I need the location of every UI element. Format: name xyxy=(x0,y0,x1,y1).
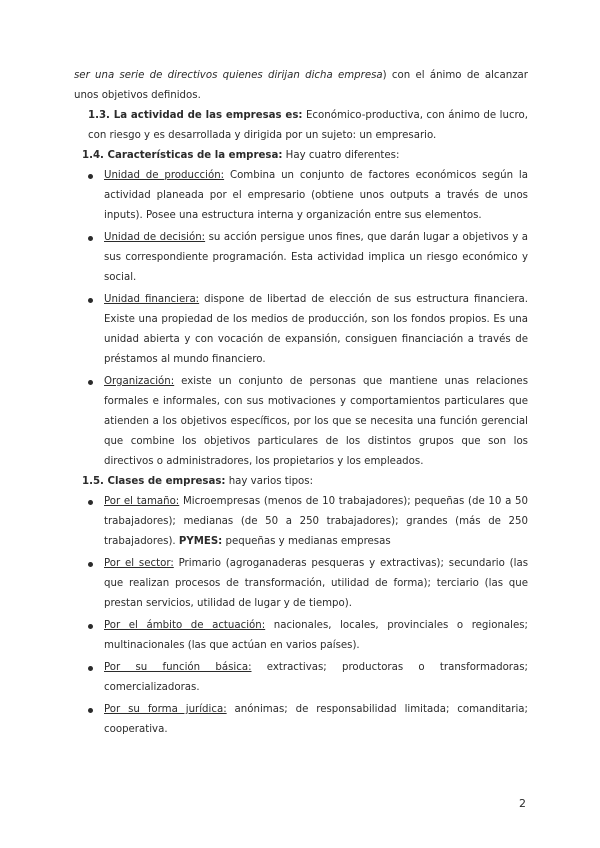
item-text: Primario (agroganaderas pesqueras y extractivas); secundario (las que realizan procesos de transformación, utilidad de forma); terciario (las que prestan servicios, utilidad de lugar y de tiempo). xyxy=(104,558,528,609)
page-number: 2 xyxy=(519,797,526,810)
section-1-3 xyxy=(74,106,528,146)
section-1-4 xyxy=(74,146,528,166)
item-text: existe un conjunto de personas que mantiene unas relaciones formales e informales, con sus motivaciones y comportamientos particulares que atienden a los objetivos específicos, por los que se necesita una función gerencial que combine los objetivos particulares de los distintos grupos que son los directivos o administradores, los propietarios y los empleados. xyxy=(104,376,528,467)
bullet-icon xyxy=(88,708,93,713)
classes-list xyxy=(74,492,528,740)
document-page xyxy=(74,66,528,740)
list-item xyxy=(74,372,528,472)
bullet-icon xyxy=(88,298,93,303)
item-text: Combina un conjunto de factores económicos según la actividad planeada por el empresario (obtiene unos outputs a través de unos inputs). Posee una estructura interna y organización entre sus elementos. xyxy=(104,170,529,221)
section-1-5-text: hay varios tipos: xyxy=(225,476,314,487)
bullet-icon xyxy=(88,666,93,671)
characteristics-list xyxy=(74,166,528,472)
list-item xyxy=(74,700,528,740)
section-1-5-heading: 1.5. Clases de empresas: xyxy=(82,476,226,487)
item-term: Unidad de producción: xyxy=(104,170,225,181)
pymes-label: PYMES: xyxy=(178,536,223,547)
bullet-icon xyxy=(88,174,93,179)
section-1-4-heading: 1.4. Características de la empresa: xyxy=(82,150,283,161)
list-item xyxy=(74,228,528,288)
bullet-icon xyxy=(88,624,93,629)
item-text: su acción persigue unos fines, que darán lugar a objetivos y a sus correspondiente programación. Esta actividad implica un riesgo económico y social. xyxy=(104,232,528,283)
item-term: Por su forma jurídica: xyxy=(104,704,227,715)
section-1-3-heading: 1.3. La actividad de las empresas es: xyxy=(88,110,303,121)
bullet-icon xyxy=(88,236,93,241)
list-item xyxy=(74,616,528,656)
list-item xyxy=(74,492,528,552)
item-term: Por el sector: xyxy=(104,558,174,569)
bullet-icon xyxy=(88,500,93,505)
list-item xyxy=(74,658,528,698)
intro-italic: ser una serie de directivos quienes dirijan dicha empresa xyxy=(74,70,383,81)
item-term: Unidad de decisión: xyxy=(104,232,206,243)
item-text: anónimas; de responsabilidad limitada; comanditaria; cooperativa. xyxy=(104,704,528,735)
item-term: Unidad financiera: xyxy=(104,294,200,305)
bullet-icon xyxy=(88,380,93,385)
intro-paragraph xyxy=(74,66,528,106)
list-item xyxy=(74,166,528,226)
section-1-5 xyxy=(74,472,528,492)
list-item xyxy=(74,290,528,370)
item-term: Organización: xyxy=(104,376,175,387)
bullet-icon xyxy=(88,562,93,567)
item-after: pequeñas y medianas empresas xyxy=(222,536,391,547)
item-text: dispone de libertad de elección de sus estructura financiera. Existe una propiedad de los medios de producción, son los fondos propios. Es una unidad abierta y con vocación de expansión, consiguen financiación a través de préstamos al mundo financiero. xyxy=(104,294,529,365)
item-term: Por el ámbito de actuación: xyxy=(104,620,266,631)
item-text: extractivas; productoras o transformadoras; comercializadoras. xyxy=(104,662,528,693)
section-1-3-text: Económico-productiva, con ánimo de lucro, con riesgo y es desarrollada y dirigida por un sujeto: un empresario. xyxy=(88,110,528,141)
intro-rest: ) con el ánimo de alcanzar unos objetivos definidos. xyxy=(74,70,528,101)
item-term: Por su función básica: xyxy=(104,662,252,673)
section-1-4-text: Hay cuatro diferentes: xyxy=(282,150,400,161)
list-item xyxy=(74,554,528,614)
item-term: Por el tamaño: xyxy=(104,496,180,507)
item-text: nacionales, locales, provinciales o regionales; multinacionales (las que actúan en varios países). xyxy=(104,620,528,651)
item-text: Microempresas (menos de 10 trabajadores); pequeñas (de 10 a 50 trabajadores); medianas (de 50 a 250 trabajadores); grandes (más de 250 trabajadores). xyxy=(104,496,529,547)
